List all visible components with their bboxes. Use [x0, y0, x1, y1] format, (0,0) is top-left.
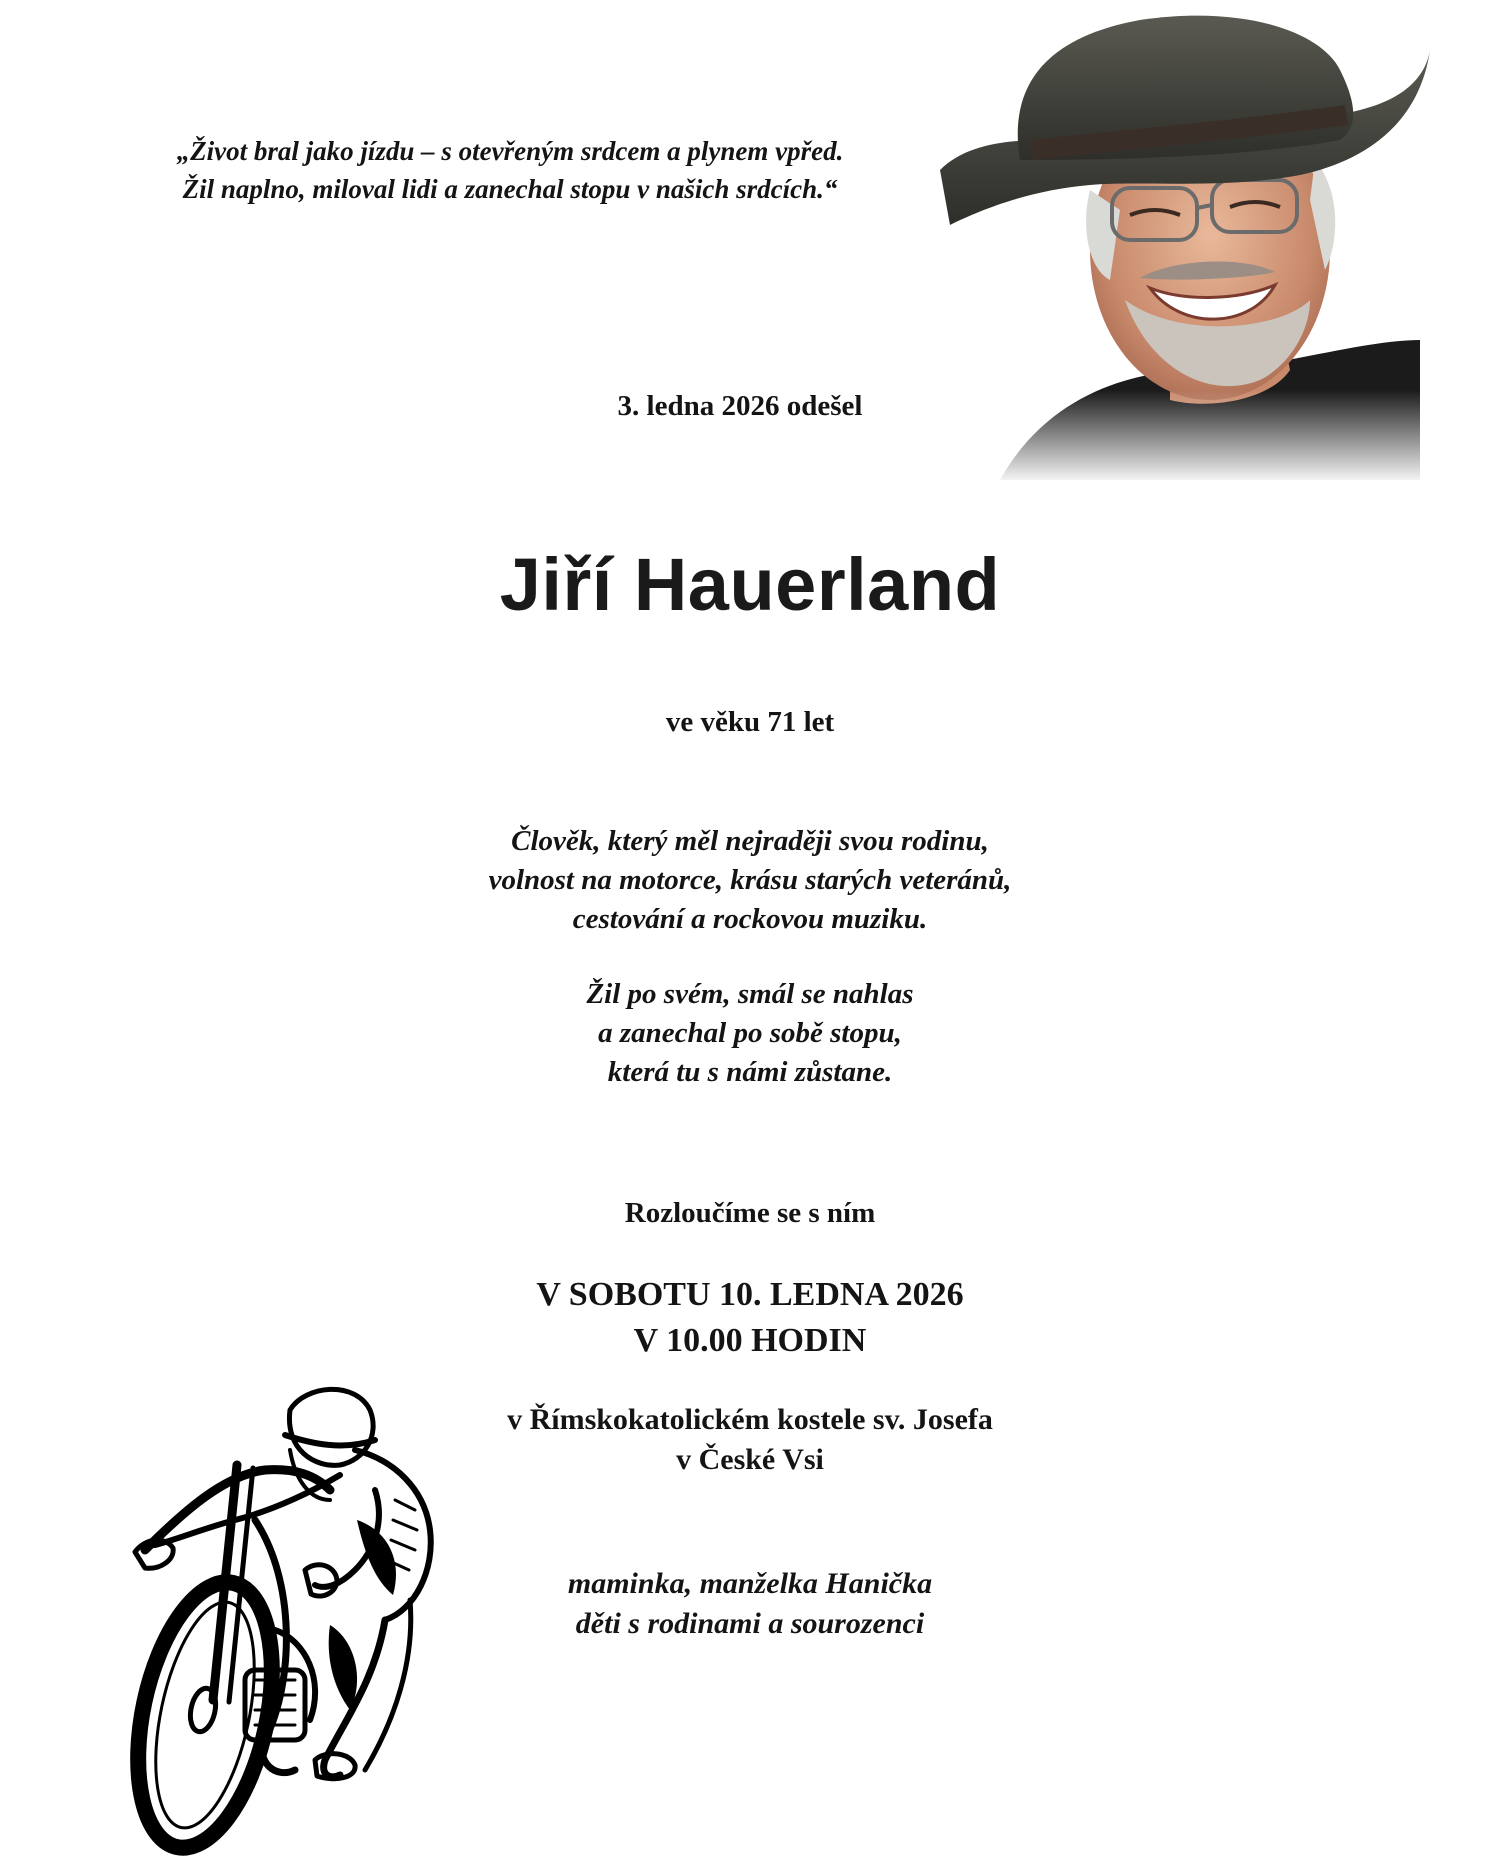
- age-line: ve věku 71 let: [665, 706, 835, 738]
- deceased-name: Jiří Hauerland: [499, 543, 1001, 626]
- mourners-line-2: děti s rodinami a sourozenci: [575, 1607, 925, 1640]
- motto-line-1: „Život bral jako jízdu – s otevřeným srdcem a plynem vpřed.: [176, 136, 844, 166]
- tribute-verse-1: [0, 822, 1500, 939]
- motorcycle-rider-illustration: [125, 1380, 455, 1860]
- place-line-2: v České Vsi: [676, 1443, 824, 1476]
- verse-1-line-3: cestování a rockovou muziku.: [572, 903, 928, 935]
- tribute-verse-2: [0, 975, 1500, 1092]
- verse-1-line-2: volnost na motorce, krásu starých veteránů,: [488, 864, 1012, 896]
- death-date: 3. ledna 2026 odešel: [617, 390, 863, 422]
- verse-2-line-1: Žil po svém, smál se nahlas: [586, 978, 914, 1010]
- motto-line-2: Žil naplno, miloval lidi a zanechal stopu v našich srdcích.“: [182, 174, 838, 204]
- service-time: V 10.00 HODIN: [633, 1322, 867, 1359]
- verse-2-line-3: která tu s námi zůstane.: [607, 1056, 893, 1088]
- mourners-line-1: maminka, manželka Hanička: [567, 1567, 933, 1600]
- place-line-1: v Římskokatolickém kostele sv. Josefa: [507, 1403, 993, 1436]
- farewell-line: Rozloučíme se s ním: [624, 1197, 876, 1229]
- motto-quote: [110, 132, 910, 208]
- verse-2-line-2: a zanechal po sobě stopu,: [598, 1017, 902, 1049]
- portrait-photo: [940, 10, 1430, 485]
- service-date: V SOBOTU 10. LEDNA 2026: [536, 1276, 964, 1313]
- verse-1-line-1: Člověk, který měl nejraději svou rodinu,: [511, 825, 989, 857]
- service-date-time: [0, 1272, 1500, 1364]
